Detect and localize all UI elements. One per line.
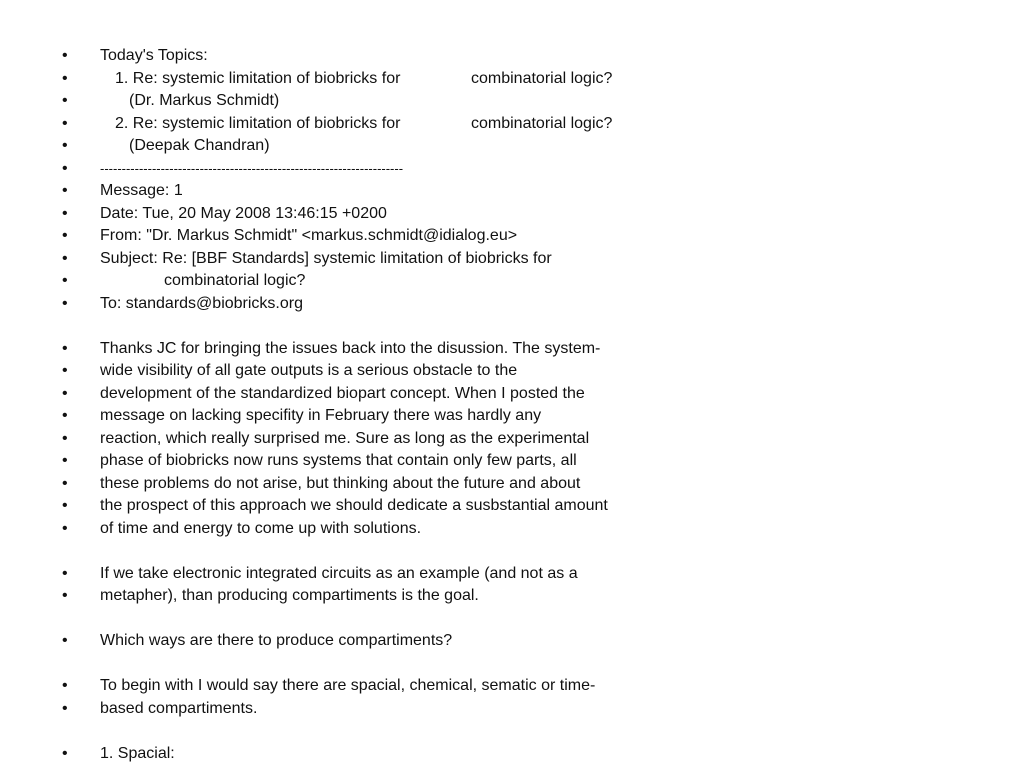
blank-line — [62, 653, 962, 676]
message-to: To: standards@biobricks.org — [100, 294, 303, 312]
list-item — [62, 405, 962, 428]
list-item — [62, 495, 962, 518]
bullet: • — [62, 429, 68, 447]
paragraph-4 — [62, 675, 962, 720]
list-item — [62, 270, 962, 293]
bullet: • — [62, 587, 68, 604]
topic2-title: 2. Re: systemic limitation of biobricks for — [115, 114, 401, 132]
list-item — [62, 225, 962, 248]
bullet: • — [62, 497, 68, 514]
list-item — [62, 45, 962, 68]
list-item — [62, 360, 962, 383]
body-text-line: phase of biobricks now runs systems that contain only few parts, all — [100, 452, 577, 469]
bullet: • — [62, 699, 68, 717]
blank-line — [62, 608, 962, 631]
bullet: • — [62, 452, 68, 469]
list-item — [62, 518, 962, 541]
paragraph-1 — [62, 338, 962, 541]
topic1-title: 1. Re: systemic limitation of biobricks for — [115, 69, 401, 87]
list-item — [62, 743, 962, 766]
bullet: • — [62, 159, 68, 177]
list-item — [62, 203, 962, 226]
bullet: • — [62, 407, 68, 424]
body-text-line: message on lacking specifity in February there was hardly any — [100, 407, 542, 424]
body-text-line: Which ways are there to produce compartiments? — [100, 632, 453, 649]
body-text-line: these problems do not arise, but thinking about the future and about — [100, 474, 581, 492]
bullet: • — [62, 272, 68, 289]
bullet: • — [62, 564, 68, 582]
list-item — [62, 383, 962, 406]
list-item — [62, 450, 962, 473]
topic1-title-cont: combinatorial logic? — [471, 69, 613, 87]
list-item — [62, 563, 962, 586]
paragraph-5 — [62, 743, 962, 766]
body-text-line: Thanks JC for bringing the issues back into the disussion. The system- — [100, 339, 601, 357]
body-text-line: wide visibility of all gate outputs is a serious obstacle to the — [100, 362, 518, 379]
topics-header: Today's Topics: — [100, 47, 208, 64]
list-item — [62, 675, 962, 698]
bullet: • — [62, 249, 68, 267]
list-item — [62, 135, 962, 158]
body-text-line: 1. Spacial: — [100, 744, 175, 762]
blank-line — [62, 540, 962, 563]
bullet: • — [62, 294, 68, 312]
list-item — [62, 428, 962, 451]
list-item — [62, 68, 962, 91]
body-text-line: development of the standardized biopart concept. When I posted the — [100, 384, 585, 402]
separator-line: ---------------------------------------------------------------------- — [100, 160, 404, 176]
bullet: • — [62, 632, 68, 649]
bullet: • — [62, 362, 68, 379]
bullet: • — [62, 204, 68, 222]
topic1-author: (Dr. Markus Schmidt) — [129, 92, 280, 109]
bullet: • — [62, 519, 68, 537]
message-from: From: "Dr. Markus Schmidt" <markus.schmidt@idialog.eu> — [100, 227, 518, 244]
bullet: • — [62, 474, 68, 492]
list-item — [62, 473, 962, 496]
body-text-line: the prospect of this approach we should dedicate a susbstantial amount — [100, 497, 608, 514]
message-date: Date: Tue, 20 May 2008 13:46:15 +0200 — [100, 204, 387, 222]
list-item — [62, 248, 962, 271]
blank-line — [62, 315, 962, 338]
blank-line — [62, 720, 962, 743]
list-item — [62, 158, 962, 181]
bullet: • — [62, 744, 68, 762]
bullet: • — [62, 227, 68, 244]
message-subject-cont: combinatorial logic? — [164, 272, 306, 289]
topic2-title-cont: combinatorial logic? — [471, 114, 613, 132]
body-text-line: based compartiments. — [100, 699, 258, 717]
list-item — [62, 180, 962, 203]
body-text-line: If we take electronic integrated circuits as an example (and not as a — [100, 564, 578, 582]
message-subject: Subject: Re: [BBF Standards] systemic limitation of biobricks for — [100, 249, 552, 267]
body-text-line: metapher), than producing compartiments is the goal. — [100, 587, 479, 604]
list-item — [62, 293, 962, 316]
paragraph-2 — [62, 563, 962, 608]
message-number: Message: 1 — [100, 182, 183, 199]
body-text-line: reaction, which really surprised me. Sure as long as the experimental — [100, 429, 590, 447]
bullet: • — [62, 47, 68, 64]
bullet: • — [62, 69, 68, 87]
list-item — [62, 698, 962, 721]
bullet: • — [62, 384, 68, 402]
bullet: • — [62, 182, 68, 199]
message-digest — [62, 45, 962, 765]
list-item — [62, 585, 962, 608]
paragraph-3 — [62, 630, 962, 653]
topic2-author: (Deepak Chandran) — [129, 137, 270, 154]
body-text-line: of time and energy to come up with solutions. — [100, 519, 422, 537]
bullet: • — [62, 677, 68, 694]
bullet: • — [62, 339, 68, 357]
list-item — [62, 90, 962, 113]
bullet: • — [62, 114, 68, 132]
list-item — [62, 113, 962, 136]
list-item — [62, 338, 962, 361]
list-item — [62, 630, 962, 653]
bullet: • — [62, 92, 68, 109]
bullet: • — [62, 137, 68, 154]
body-text-line: To begin with I would say there are spacial, chemical, sematic or time- — [100, 677, 596, 694]
